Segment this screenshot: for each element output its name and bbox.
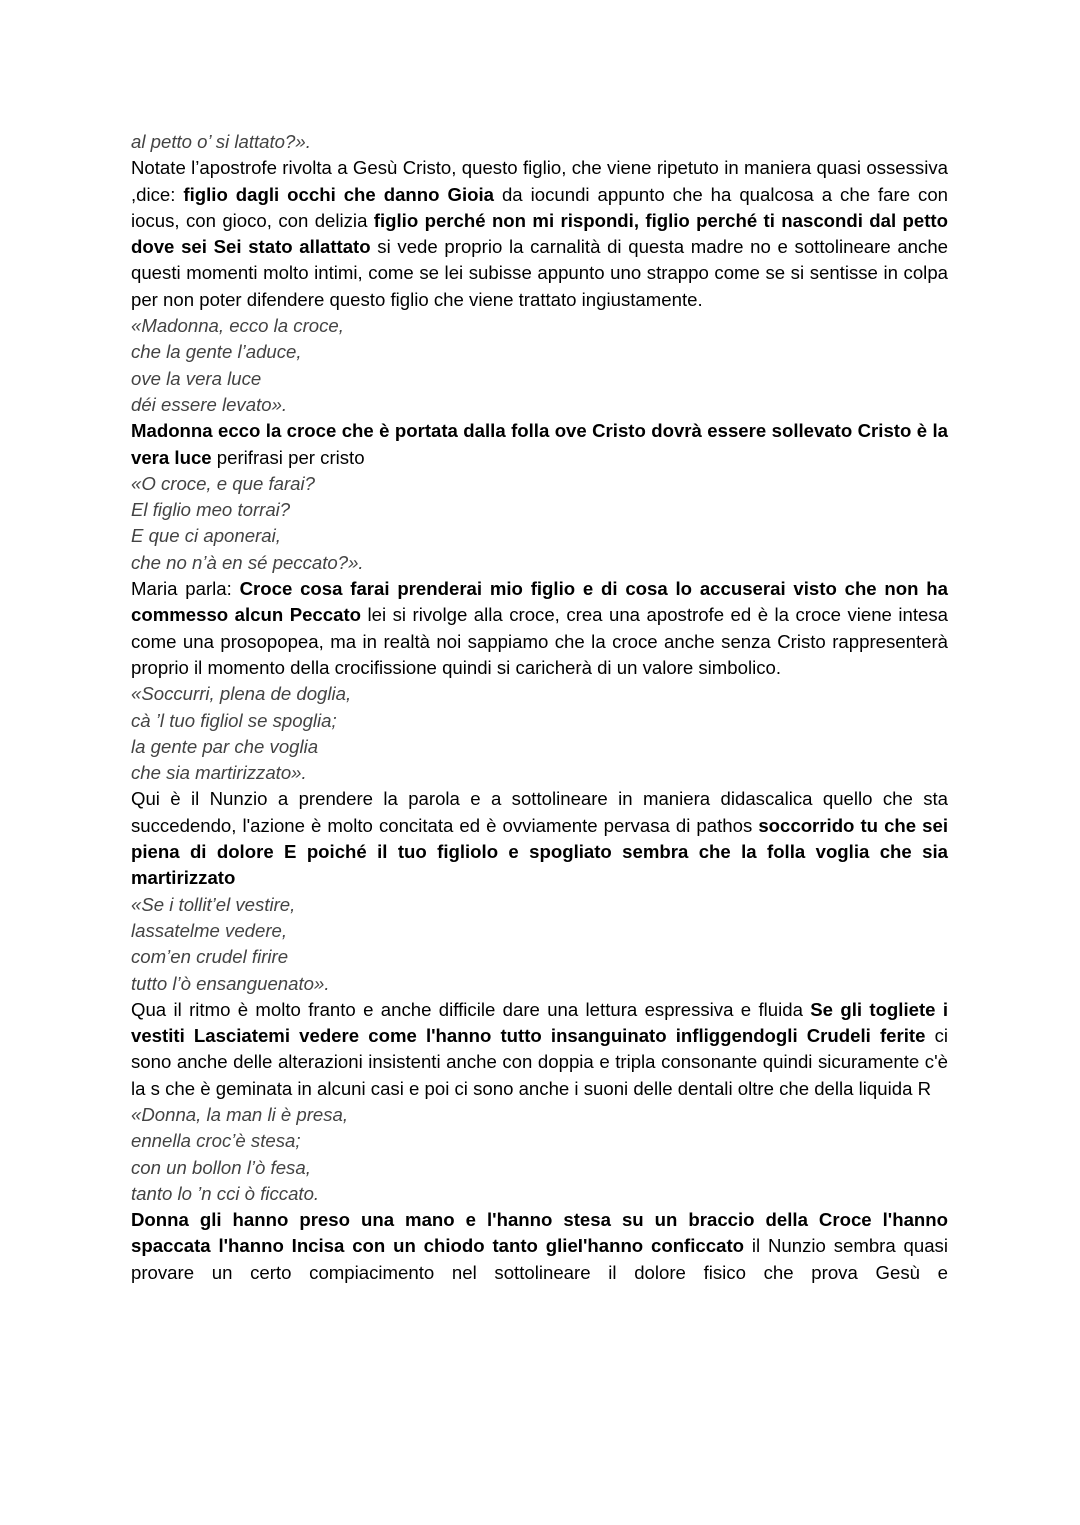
bold-paraphrase: Croce cosa farai prenderai mio figlio e di cosa lo accuserai visto che non ha commesso alcun Peccato <box>131 578 948 626</box>
verse-line: la gente par che voglia <box>131 735 319 757</box>
commentary-paragraph <box>131 418 948 471</box>
verse-line: E que ci aponerai, <box>131 525 281 547</box>
commentary-text: perifrasi per cristo <box>211 446 365 468</box>
document-page <box>131 129 948 1286</box>
bold-paraphrase: Donna gli hanno preso una mano e l'hanno stesa su un braccio della Croce l'hanno spaccata l'hanno Incisa con un chiodo tanto glieI'hanno conficcato <box>131 1209 948 1257</box>
verse-line: «Donna, la man li è presa, <box>131 1103 349 1125</box>
verse-line: con un bollon l’ò fesa, <box>131 1156 311 1178</box>
commentary-paragraph <box>131 997 948 1102</box>
commentary-text: Maria parla: <box>131 578 240 600</box>
verse-line: «Se i tollit’el vestire, <box>131 893 296 915</box>
commentary-text: lei si rivolge alla croce, crea una apostrofe ed è la croce viene intesa come una prosopopea, ma in realtà noi sappiamo che la croce anche senza Cristo rappresenterà proprio il momento della crocifissione quindi si caricherà di un valore simbolico. <box>131 604 949 678</box>
verse-line: ove la vera luce <box>131 367 262 389</box>
verse-line: lassatelme vedere, <box>131 919 288 941</box>
commentary-text: Notate l’apostrofe rivolta a Gesù Cristo, questo figlio, che viene ripetuto in maniera quasi ossessiva ,dice: <box>131 157 948 205</box>
verse-line: ennella croc’è stesa; <box>131 1130 301 1152</box>
commentary-paragraph <box>131 786 948 891</box>
commentary-paragraph <box>131 576 948 681</box>
commentary-text: si vede proprio la carnalità di questa madre no e sottolineare anche questi momenti molto intimi, come se lei subisse appunto uno strappo come se si sentisse in colpa per non poter difendere questo figlio che viene trattato ingiustamente. <box>131 236 949 310</box>
verse-line: El figlio meo torrai? <box>131 499 291 521</box>
bold-paraphrase: figlio perché non mi rispondi, figlio perché ti nascondi dal petto dove sei Sei stato allattato <box>131 209 948 258</box>
verse-line: cà ’l tuo figliol se spoglia; <box>131 709 337 731</box>
bold-paraphrase: Se gli togliete i vestiti Lasciatemi vedere come l'hanno tutto insanguinato infliggendogli Crudeli ferite <box>131 998 948 1047</box>
verse-line: tanto lo ’n cci ò ficcato. <box>131 1182 320 1204</box>
verse-line: com’en crudel firire <box>131 946 289 968</box>
verse-line: che no n’à en sé peccato?». <box>131 551 364 573</box>
commentary-text: ci sono anche delle alterazioni insistenti anche con doppia e tripla consonante quindi sicuramente c'è la s che è geminata in alcuni casi e poi ci sono anche i suoni delle dentali oltre che della liquida R <box>131 1025 948 1099</box>
commentary-paragraph <box>131 1207 948 1286</box>
commentary-paragraph <box>131 155 948 313</box>
commentary-text: Qui è il Nunzio a prendere la parola e a sottolineare in maniera didascalica quello che sta succedendo, l'azione è molto concitata ed è ovviamente pervasa di pathos <box>131 788 948 836</box>
verse-line: déi essere levato». <box>131 393 288 415</box>
commentary-text: il Nunzio sembra quasi provare un certo compiacimento nel sottolineare il dolore fisico che prova Gesù e <box>131 1235 948 1283</box>
verse-line: tutto l’ò ensanguenato». <box>131 972 330 994</box>
verse-line: «Soccurri, plena de doglia, <box>131 683 352 705</box>
verse-line: che la gente l’aduce, <box>131 341 302 363</box>
bold-paraphrase: soccorrido tu che sei piena di dolore E poiché il tuo figliolo e spogliato sembra che la folla voglia che sia martirizzato <box>131 814 949 889</box>
commentary-text: Qua il ritmo è molto franto e anche difficile dare una lettura espressiva e fluida <box>131 998 811 1020</box>
verse-line: «O croce, e que farai? <box>131 472 315 494</box>
bold-paraphrase: figlio dagli occhi che danno Gioia <box>183 183 494 205</box>
verse-line: che sia martirizzato». <box>131 762 307 784</box>
commentary-text: da iocundi appunto che ha qualcosa a che fare con iocus, con gioco, con delizia <box>131 183 949 231</box>
bold-paraphrase: Madonna ecco la croce che è portata dalla folla ove Cristo dovrà essere sollevato Cristo è la vera luce <box>131 420 948 468</box>
verse-line: «Madonna, ecco la croce, <box>131 315 344 337</box>
verse-line: al petto o’ si lattato?». <box>131 131 311 152</box>
